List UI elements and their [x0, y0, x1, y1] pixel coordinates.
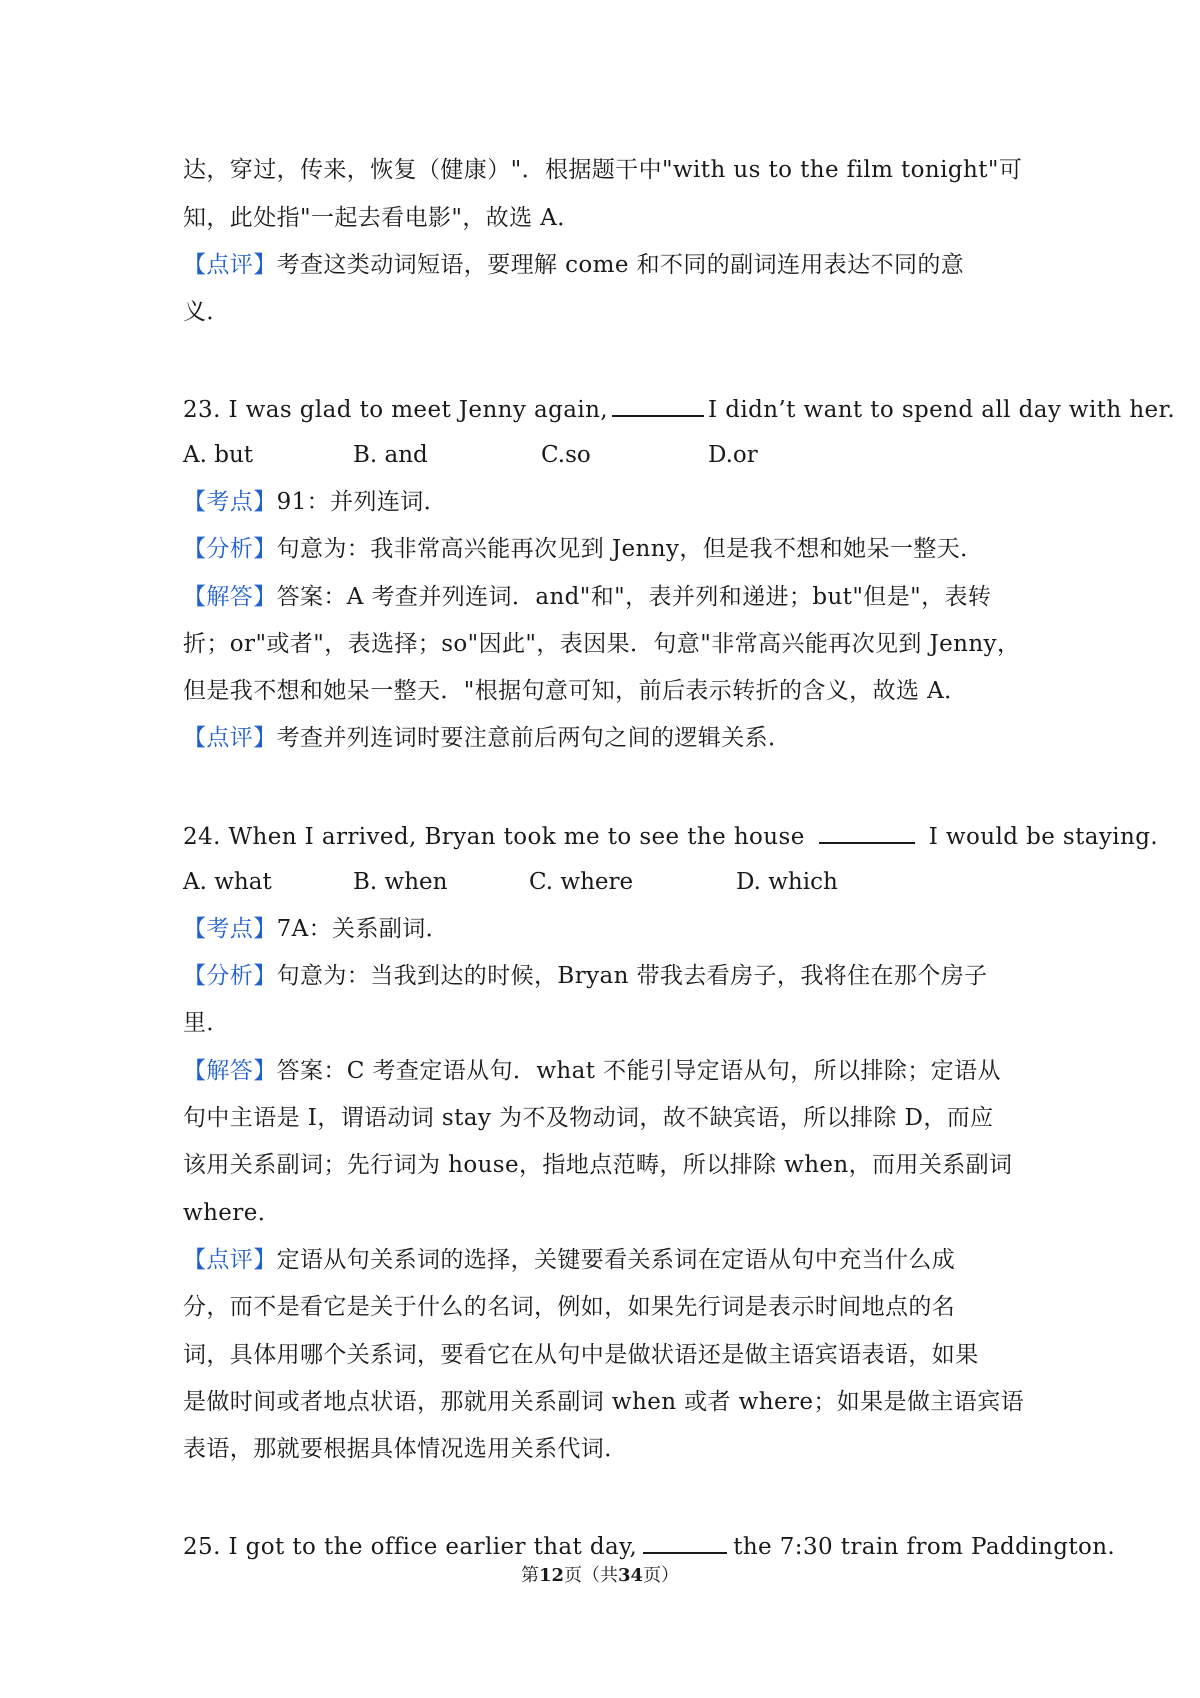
- jieda-tag: 【解答】: [183, 584, 277, 610]
- fenxi-text: 句意为：我非常高兴能再次见到 Jenny，但是我不想和她呆一整天．: [276, 536, 984, 562]
- q24-stem-before: 24. When I arrived, Bryan took me to see the house: [183, 824, 805, 850]
- q25-stem-after: the 7:30 train from Paddington.: [733, 1534, 1116, 1560]
- footer-mid: 页（共: [564, 1565, 618, 1586]
- footer-page-number: 12: [538, 1565, 564, 1586]
- fenxi-tag: 【分析】: [183, 536, 277, 562]
- q24-jieda-line-4: where．: [183, 1200, 282, 1226]
- q24-fenxi-line-2: 里．: [183, 1010, 230, 1036]
- question-23-stem: [183, 393, 1176, 425]
- q23-dianping: [183, 723, 1023, 753]
- dianping-tag: 【点评】: [183, 725, 277, 751]
- dianping-text: 考查并列连词时要注意前后两句之间的逻辑关系．: [276, 725, 792, 751]
- fenxi-tag: 【分析】: [183, 963, 277, 989]
- carry-comment: [183, 250, 1023, 280]
- q24-fenxi: [183, 961, 1023, 991]
- dianping-text: 定语从句关系词的选择，关键要看关系词在定语从句中充当什么成: [276, 1247, 956, 1273]
- q23-kaodian: [183, 487, 1023, 517]
- kaodian-text: 7A：关系副词．: [276, 916, 450, 942]
- q24-jieda-line-3: 该用关系副词；先行词为 house，指地点范畴，所以排除 when，而用关系副词: [183, 1152, 1013, 1178]
- kaodian-text: 91：并列连词．: [276, 489, 448, 515]
- jieda-text: 答案：C 考查定语从句．what 不能引导定语从句，所以排除；定语从: [276, 1058, 1001, 1084]
- q24-dianping-line-5: 表语，那就要根据具体情况选用关系代词．: [183, 1436, 628, 1462]
- q24-option-b: B. when: [353, 869, 448, 895]
- q24-dianping: [183, 1245, 1023, 1275]
- dianping-tag: 【点评】: [183, 1247, 277, 1273]
- footer-suffix: 页）: [643, 1565, 680, 1586]
- q24-option-d: D. which: [736, 869, 838, 895]
- q23-jieda-line-2: 折；or"或者"，表选择；so"因此"，表因果．句意"非常高兴能再次见到 Jenny，: [183, 631, 1021, 657]
- page-footer: [0, 1564, 1200, 1588]
- q24-dianping-line-3: 词，具体用哪个关系词，要看它在从句中是做状语还是做主语宾语表语，如果: [183, 1342, 979, 1368]
- q25-blank: [643, 1530, 727, 1554]
- q23-option-d: D.or: [708, 442, 758, 468]
- question-25-stem: [183, 1530, 1116, 1562]
- q24-option-c: C. where: [529, 869, 634, 895]
- q23-option-a: A. but: [183, 442, 254, 468]
- q23-fenxi: [183, 534, 1023, 564]
- kaodian-tag: 【考点】: [183, 489, 277, 515]
- jieda-text: 答案：A 考查并列连词．and"和"，表并列和递进；but"但是"，表转: [276, 584, 992, 610]
- q24-jieda-line-2: 句中主语是 I，谓语动词 stay 为不及物动词，故不缺宾语，所以排除 D，而应: [183, 1105, 994, 1131]
- q23-stem-before: 23. I was glad to meet Jenny again,: [183, 397, 609, 423]
- q24-kaodian: [183, 914, 1023, 944]
- q23-option-c: C.so: [541, 442, 591, 468]
- carry-line-2: 知，此处指"一起去看电影"，故选 A．: [183, 205, 581, 231]
- comment-text: 考查这类动词短语，要理解 come 和不同的副词连用表达不同的意: [276, 252, 965, 278]
- fenxi-text: 句意为：当我到达的时候，Bryan 带我去看房子，我将住在那个房子: [276, 963, 988, 989]
- carry-comment-line-2: 义．: [183, 299, 230, 325]
- kaodian-tag: 【考点】: [183, 916, 277, 942]
- q24-stem-after: I would be staying.: [928, 824, 1159, 850]
- carry-line-1: 达，穿过，传来，恢复（健康）"．根据题干中"with us to the film tonight"可: [183, 157, 1023, 183]
- question-24-stem: [183, 820, 1159, 852]
- q23-option-b: B. and: [353, 442, 428, 468]
- footer-prefix: 第: [520, 1565, 539, 1586]
- comment-tag: 【点评】: [183, 252, 277, 278]
- q23-jieda: [183, 582, 1023, 612]
- q24-option-a: A. what: [183, 869, 272, 895]
- q25-stem-before: 25. I got to the office earlier that day,: [183, 1534, 638, 1560]
- q23-jieda-line-3: 但是我不想和她呆一整天．"根据句意可知，前后表示转折的含义，故选 A．: [183, 678, 968, 704]
- q24-dianping-line-4: 是做时间或者地点状语，那就用关系副词 when 或者 where；如果是做主语宾语: [183, 1389, 1024, 1415]
- q23-blank: [612, 393, 704, 417]
- footer-total-pages: 34: [618, 1565, 644, 1586]
- q24-jieda: [183, 1056, 1023, 1086]
- q23-stem-after: I didn’t want to spend all day with her.: [708, 397, 1176, 423]
- jieda-tag: 【解答】: [183, 1058, 277, 1084]
- q24-dianping-line-2: 分，而不是看它是关于什么的名词，例如，如果先行词是表示时间地点的名: [183, 1294, 956, 1320]
- q24-blank: [819, 820, 915, 844]
